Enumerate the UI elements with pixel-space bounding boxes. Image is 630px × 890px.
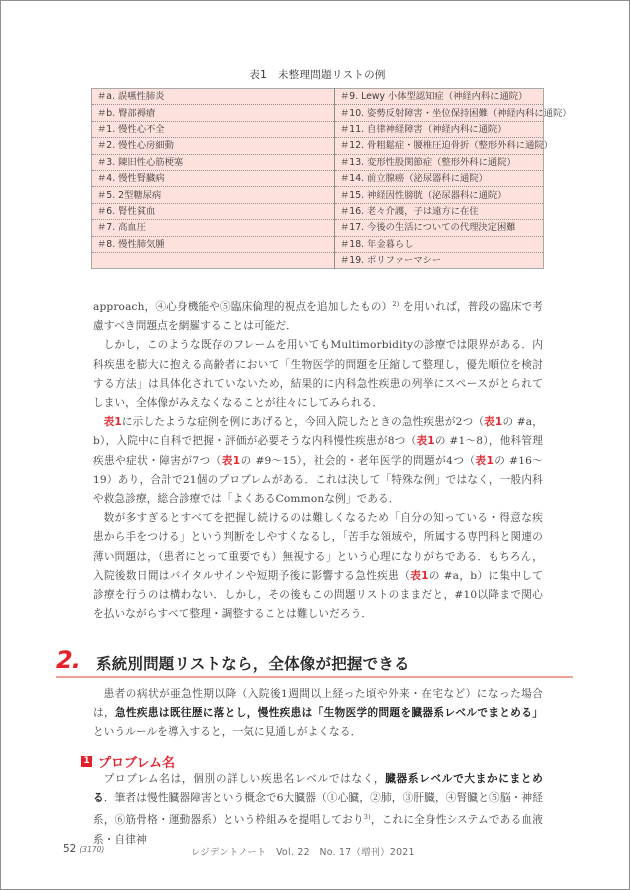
problem-cell-right: ＃17. 今後の生活についての代理決定困難 [335, 220, 544, 236]
problem-cell-right: ＃18. 年金暮らし [335, 236, 544, 252]
table-row [92, 170, 544, 186]
table-ref-link[interactable]: 表1 [475, 454, 494, 467]
section-number: 2. [56, 646, 80, 674]
table-row [92, 89, 544, 105]
table-row [92, 121, 544, 137]
problem-cell-left: ＃6. 腎性貧血 [92, 203, 335, 219]
page-number: 52 (3170) [63, 843, 105, 855]
table-row [92, 220, 544, 236]
problem-cell-left [92, 252, 335, 268]
emphasis-text: 急性疾患は既往歴に落とし，慢性疾患は「生物医学的問題を臓器系レベルでまとめる」 [114, 707, 543, 720]
problem-cell-left: ＃5. 2型糖尿病 [92, 187, 335, 203]
table-row [92, 138, 544, 154]
table-ref-link[interactable]: 表1 [416, 435, 435, 448]
table-ref-link[interactable]: 表1 [221, 454, 241, 467]
table-row [92, 252, 544, 268]
emphasis-text: 臓器系レベルで大まかにまとめる [93, 773, 543, 805]
problem-cell-left: ＃3. 陳旧性心筋梗塞 [92, 154, 335, 170]
problem-cell-right: ＃14. 前立腺癌（泌尿器科に通院） [335, 170, 544, 186]
subsection-title: プロブレム名 [98, 755, 175, 771]
original-page-number: (3170) [79, 845, 105, 854]
table-ref-link[interactable]: 表1 [484, 416, 503, 429]
problem-cell-left: ＃2. 慢性心房細動 [92, 138, 335, 154]
problem-cell-right: ＃9. Lewy 小体型認知症（神経内科に通院） [335, 89, 544, 105]
paragraph: approach，④心身機能や⑤臨床倫理的視点を追加したもの）$^{2)}$ を用いれば，普段の臨床で考慮すべき問題点を網羅することは可能だ． [93, 300, 544, 333]
table-row [92, 105, 544, 121]
problem-cell-left: ＃b. 臀部褥瘡 [92, 105, 335, 121]
citation-ref[interactable]: 3) [363, 813, 371, 822]
journal-info: レジデントノート Vol. 22 No. 17（増刊）2021 [191, 847, 415, 858]
paragraph: プロブレム名は，個別の詳しい疾患名レベルではなく，臓器系レベルで大まかにまとめる．筆者は慢性臓器障害という概念で6大臓器（①心臓，②肺，③肝臓，④腎臓と⑤脳・神経系，⑥筋骨格・運動器系）という枠組みを提唱しており$^{3)}$，これに全身性システムである血液系・自律神 [93, 773, 544, 846]
table-ref-link[interactable]: 表1 [103, 416, 122, 429]
body-text-section-2 [93, 685, 543, 743]
problem-cell-right: ＃13. 変形性股関節症（整形外科に通院） [335, 154, 544, 170]
table-caption: 表1 未整理問題リストの例 [249, 69, 386, 81]
problem-cell-left: ＃8. 慢性肺気腫 [92, 236, 335, 252]
problem-cell-right: ＃19. ポリファーマシー [340, 255, 442, 267]
problem-cell-left: ＃1. 慢性心不全 [92, 121, 335, 137]
problem-cell-right: ＃10. 姿勢反射障害・坐位保持困難（神経内科に通院） [335, 105, 544, 121]
paragraph: 数が多すぎるとすべてを把握し続けるのは難しくなるため「自分の知っている・得意な疾患から手をつける」という判断をしやすくなるし，「苦手な領域や，所属する専門科と関連の薄い問題は，（患者にとって重要でも）無視する」という心理になりがちである．もちろん，入院後数日間はバイタルサインや短期予後に影響する急性疾患（表1の #a，b）に集中して診療を行うのは構わない．しかし，その後もこの問題リストのままだと，#10以降まで関心を払いながらすべて整理・調整することは難しいだろう． [93, 512, 544, 621]
subsection-heading [81, 752, 175, 770]
table-row [92, 187, 544, 203]
problem-cell-right: ＃15. 神経因性膀胱（泌尿器科に通院） [335, 187, 544, 203]
citation-ref[interactable]: 2) [392, 300, 400, 308]
paragraph: 表1に示したような症例を例にあげると，今回入院したときの急性疾患が2つ（表1の #a，b），入院中に自科で把握・評価が必要そうな内科慢性疾患が8つ（表1の #1〜8），他科管理疾患や症状・障害が7つ（表1の #9〜15），社会的・老年医学的問題が4つ（表1の #16〜19）あり，合計で21個のプロブレムがある．これは決して「特殊な例」ではなく，一般内科や救急診療，総合診療では「よくあるCommonな例」である． [93, 416, 544, 506]
problem-cell-left: ＃7. 高血圧 [92, 220, 335, 236]
body-text-section-1 [93, 295, 543, 624]
section-heading [56, 646, 573, 678]
problem-cell-right: ＃11. 自律神経障害（神経内科に通院） [335, 121, 544, 137]
body-text-subsection-1 [93, 770, 543, 850]
table-row [92, 236, 544, 252]
problem-cell-left: ＃4. 慢性腎臓病 [92, 170, 335, 186]
problem-cell-right: ＃16. 老々介護，子は遠方に在住 [335, 203, 544, 219]
problem-cell-left: ＃a. 誤嚥性肺炎 [92, 89, 335, 105]
number-badge-icon: 1 [81, 756, 92, 767]
section-title: 系統別問題リストなら，全体像が把握できる [96, 655, 410, 673]
paragraph: 患者の病状が亜急性期以降（入院後1週間以上経った頃や外来・在宅など）になった場合は，急性疾患は既往歴に落とし，慢性疾患は「生物医学的問題を臓器系レベルでまとめる」というルールを導入すると，一気に見通しがよくなる． [93, 688, 543, 739]
problem-cell-right: ＃12. 骨粗鬆症・腰椎圧迫骨折（整形外科に通院） [335, 138, 544, 154]
table-ref-link[interactable]: 表1 [410, 569, 429, 582]
paragraph: しかし，このような既存のフレームを用いてもMultimorbidityの診療では限界がある．内科疾患を膨大に抱える高齢者において「生物医学的問題を圧縮して整理し，優先順位を検討する方法」は具体化されていないため，結果的に内科急性疾患の列挙にスペースがとられてしまい，全体像がみえなくなることが往々にしてみられる． [93, 339, 543, 410]
table-row [92, 154, 544, 170]
table-row [92, 203, 544, 219]
problem-list-table [91, 88, 572, 269]
